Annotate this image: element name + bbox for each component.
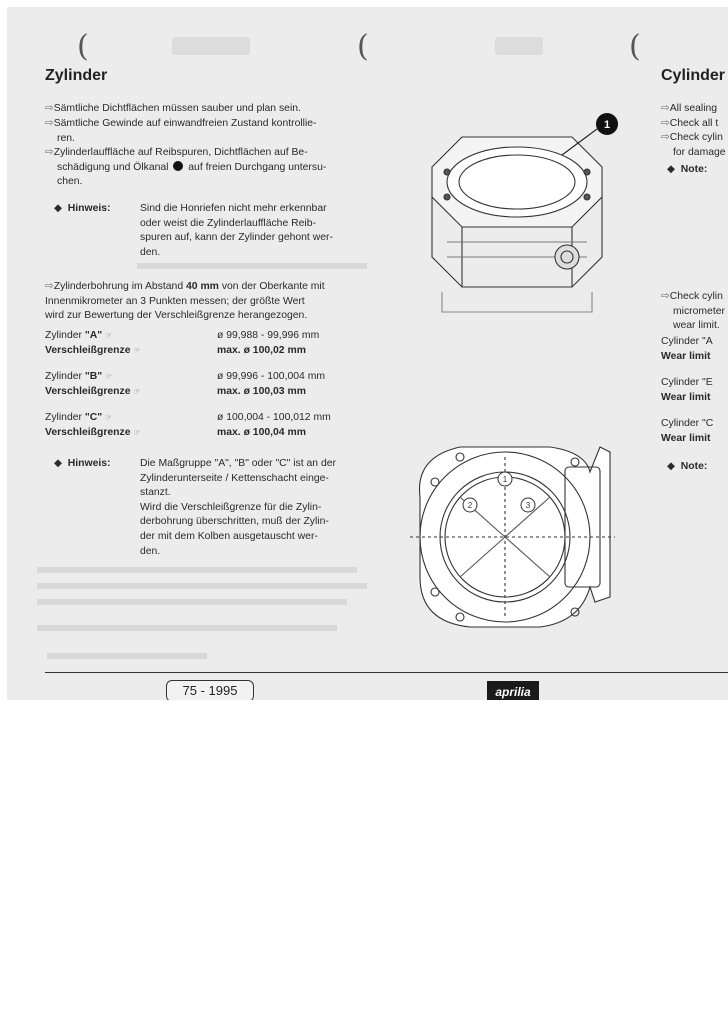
bleed-through (37, 583, 367, 589)
section-title-de: Zylinder (45, 67, 108, 84)
bullets-en: ⇨All sealing ⇨Check all t ⇨Check cylin for damage (661, 103, 726, 158)
page-number: 75 - 1995 (166, 680, 254, 700)
section-title-en: Cylinder (661, 67, 726, 84)
spec-values-b: ø 99,996 - 100,004 mm max. ø 100,03 mm (217, 371, 326, 397)
bleed-through (37, 567, 357, 573)
footer-rule (45, 672, 728, 673)
hinweis-label-1: ◆ Hinweis: (54, 203, 111, 214)
spec-row-en-b: Cylinder "E Wear limit (661, 377, 713, 403)
faint-header-tab (172, 37, 250, 55)
scanned-manual-page (7, 7, 728, 700)
binder-mark: ( (77, 29, 89, 64)
spec-row-en-c: Cylinder "C Wear limit (661, 418, 714, 444)
spec-values-c: ø 100,004 - 100,012 mm max. ø 100,04 mm (217, 412, 331, 438)
gasket-label-1: 1 (502, 475, 508, 484)
bullet-sealing-de: ⇨Sämtliche Dichtflächen müssen sauber und plan sein. (45, 103, 301, 114)
callout-1-icon (173, 161, 183, 171)
spec-values-a: ø 99,988 - 99,996 mm max. ø 100,02 mm (217, 330, 320, 356)
spec-row-c: Zylinder "C" ☞ Verschleißgrenze ☞ (45, 412, 141, 438)
hinweis-label-2: ◆ Hinweis: (54, 458, 111, 469)
bullet-threads-de: ⇨Sämtliche Gewinde auf einwandfreien Zustand kontrollie- ren. (45, 118, 317, 144)
spec-row-b: Zylinder "B" ☞ Verschleißgrenze ☞ (45, 371, 141, 397)
hinweis-text-2: Die Maßgruppe "A", "B" oder "C" ist an der Zylinderunterseite / Kettenschacht einge- stanzt. Wird die Verschleißgrenze für die Zylin- derbohrung überschritten, muß der Zylin- der mit dem Kolben ausgetauscht wer- den. (140, 458, 336, 557)
cylinder-illustration (402, 107, 622, 327)
bullet-bore-de: ⇨Zylinderlauffläche auf Reibspuren, Dichtflächen auf Be- schädigung und Ölkanal auf freien Durchgang untersu- chen. (45, 147, 327, 188)
faint-header-tab (495, 37, 543, 55)
callout-number: 1 (603, 119, 611, 131)
measure-instruction-de: ⇨Zylinderbohrung im Abstand 40 mm von der Oberkante mit Innenmikrometer an 3 Punkten messen; der größte Wert wird zur Bewertung der Verschleißgrenze herangezogen. (45, 281, 325, 322)
gasket-label-3: 3 (525, 501, 531, 510)
bleed-through (37, 625, 337, 631)
bleed-through (37, 599, 347, 605)
gasket-label-2: 2 (467, 501, 473, 510)
binder-mark: ( (357, 29, 369, 64)
bleed-through (137, 263, 367, 269)
gasket-measurement-diagram (400, 427, 620, 647)
check-instruction-en: ⇨Check cylin micrometer wear limit. (661, 291, 725, 332)
bleed-through (47, 653, 207, 659)
binder-mark: ( (629, 29, 641, 64)
spec-row-en-a: Cylinder "A Wear limit (661, 336, 713, 362)
spec-row-a: Zylinder "A" ☞ Verschleißgrenze ☞ (45, 330, 141, 356)
note-label-en: ◆ Note: (667, 164, 708, 175)
note-label-en-2: ◆ Note: (667, 461, 708, 472)
hinweis-text-1: Sind die Honriefen nicht mehr erkennbar oder weist die Zylinderlauffläche Reib- spuren auf, kann der Zylinder gehont wer- den. (140, 203, 333, 258)
brand-logo: aprilia (487, 681, 539, 700)
